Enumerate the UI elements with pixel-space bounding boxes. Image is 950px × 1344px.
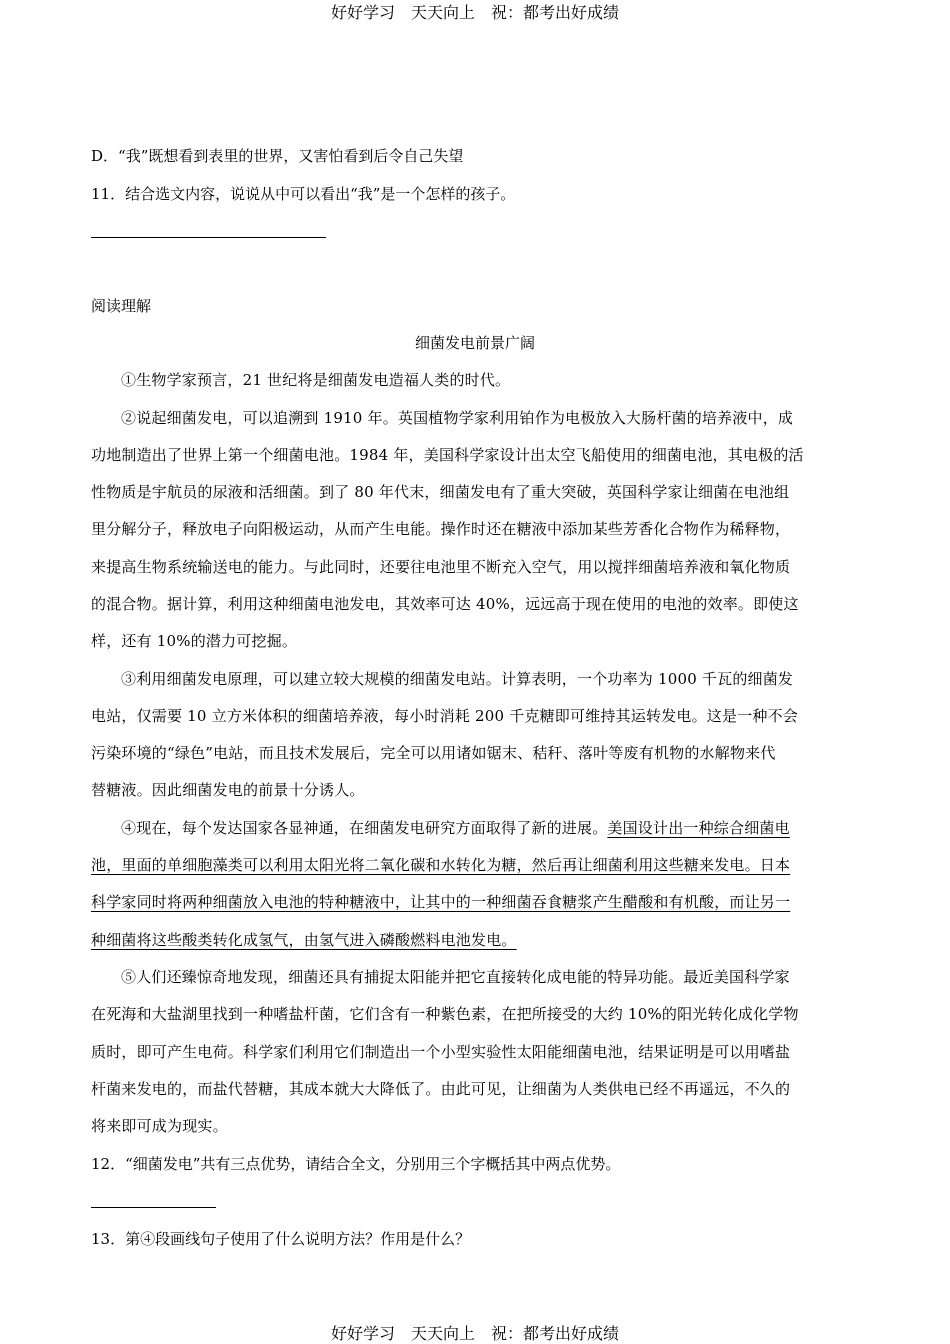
paragraph-2-line: 里分解分子，释放电子向阳极运动，从而产生电能。操作时还在糖液中添加某些芳香化合物作为稀释物， — [91, 520, 791, 538]
underlined-sentence: 池，里面的单细胞藻类可以利用太阳光将二氧化碳和水转化为糖，然后再让细菌利用这些糖来发电。日本 — [91, 856, 791, 874]
paragraph-3-line: 电站，仅需要 10 立方米体积的细菌培养液，每小时消耗 200 千克糖即可维持其运转发电。这是一种不会 — [91, 707, 798, 725]
paragraph-5-line: 质时，即可产生电荷。科学家们利用它们制造出一个小型实验性太阳能细菌电池，结果证明是可以用嗜盐 — [91, 1043, 791, 1061]
q11-answer-blank[interactable] — [91, 237, 326, 238]
q13-question: 13．第④段画线句子使用了什么说明方法？作用是什么？ — [91, 1230, 471, 1248]
article-title: 细菌发电前景广阔 — [414, 334, 535, 352]
paragraph-2-line: 样，还有 10%的潜力可挖掘。 — [91, 632, 298, 650]
paragraph-5-line: 杆菌来发电的，而盐代替糖，其成本就大大降低了。由此可见，让细菌为人类供电已经不再遥远，不久的 — [91, 1080, 791, 1098]
paragraph-2-line: 性物质是宇航员的尿液和活细菌。到了 80 年代末，细菌发电有了重大突破，英国科学家让细菌在电池组 — [91, 483, 790, 501]
paragraph-5-line: 在死海和大盐湖里找到一种嗜盐杆菌，它们含有一种紫色素，在把所接受的大约 10%的阳光转化成化学物 — [91, 1005, 799, 1023]
q12-question: 12．“细菌发电”共有三点优势，请结合全文，分别用三个字概括其中两点优势。 — [91, 1155, 621, 1173]
paragraph-2-line: 来提高生物系统输送电的能力。与此同时，还要往电池里不断充入空气，用以搅拌细菌培养液和氧化物质 — [91, 558, 791, 576]
q11-question: 11．结合选文内容，说说从中可以看出“我”是一个怎样的孩子。 — [91, 185, 516, 203]
page-footer: 好好学习 天天向上 祝：都考出好成绩 — [330, 1324, 619, 1343]
paragraph-4-line-first — [121, 817, 790, 838]
paragraph-3-line: 替糖液。因此细菌发电的前景十分诱人。 — [91, 781, 365, 799]
paragraph-3-line: ③利用细菌发电原理，可以建立较大规模的细菌发电站。计算表明，一个功率为 1000 千瓦的细菌发 — [121, 670, 794, 688]
paragraph-5-line: 将来即可成为现实。 — [91, 1117, 228, 1135]
paragraph-5-line: ⑤人们还臻惊奇地发现，细菌还具有捕捉太阳能并把它直接转化成电能的特异功能。最近美国科学家 — [121, 968, 790, 986]
paragraph-2-line: ②说起细菌发电，可以追溯到 1910 年。英国植物学家利用铂作为电极放入大肠杆菌的培养液中，成 — [121, 409, 794, 427]
paragraph-3-line: 污染环境的“绿色”电站，而且技术发展后，完全可以用诸如锯末、秸秆、落叶等废有机物的水解物来代 — [91, 744, 776, 762]
page-header: 好好学习 天天向上 祝：都考出好成绩 — [330, 3, 619, 22]
underlined-sentence: 种细菌将这些酸类转化成氢气，由氢气进入磷酸燃料电池发电。 — [91, 931, 517, 949]
paragraph-4-intro: ④现在，每个发达国家各显神通，在细菌发电研究方面取得了新的进展。 — [121, 819, 608, 837]
paragraph-2-line: 的混合物。据计算，利用这种细菌电池发电，其效率可达 40%，远远高于现在使用的电池的效率。即使这 — [91, 595, 799, 613]
q10-option-d: D．“我”既想看到表里的世界，又害怕看到后令自己失望 — [91, 147, 464, 165]
q12-answer-blank[interactable] — [91, 1207, 216, 1208]
paragraph-2-line: 功地制造出了世界上第一个细菌电池。1984 年，美国科学家设计出太空飞船使用的细菌电池，其电极的活 — [91, 446, 804, 464]
underlined-sentence: 科学家同时将两种细菌放入电池的特种糖液中，让其中的一种细菌吞食糖浆产生醋酸和有机酸，而让另一 — [91, 893, 791, 911]
section-label: 阅读理解 — [91, 297, 152, 315]
underlined-sentence: 美国设计出一种综合细菌电 — [607, 819, 790, 837]
paragraph-1-line: ①生物学家预言，21 世纪将是细菌发电造福人类的时代。 — [121, 371, 511, 389]
